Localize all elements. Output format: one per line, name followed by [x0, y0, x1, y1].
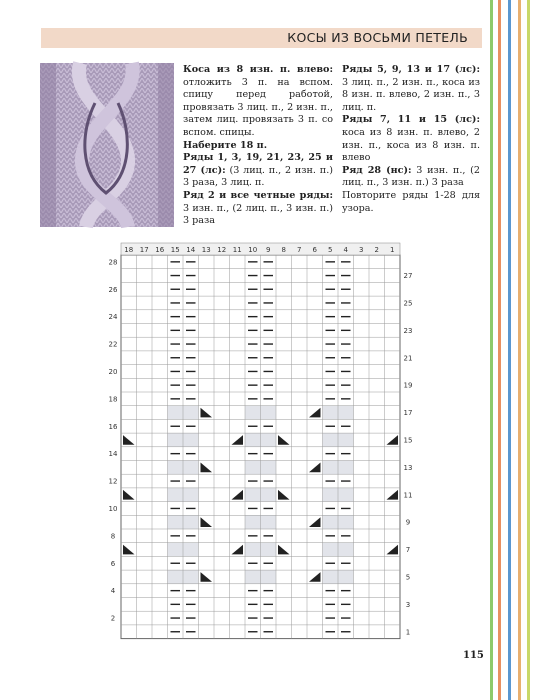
instruction-heading: Коса из 8 изн. п. влево:: [183, 64, 333, 75]
cable-left-end: [309, 408, 321, 418]
instruction-text: коса из 8 изн. п. влево, 2 изн. п., коса из 8 изн. п. влево: [342, 126, 480, 164]
column-number: 7: [297, 246, 302, 254]
instruction-heading: Ряды 5, 9, 13 и 17 (лс):: [342, 64, 480, 75]
row-number: 4: [110, 587, 116, 596]
cable-right-end: [232, 545, 244, 555]
shaded-cell: [338, 488, 354, 502]
row-number: 16: [108, 422, 118, 431]
instructions-column-2: [342, 64, 480, 215]
column-number: 6: [312, 246, 317, 254]
shaded-cell: [168, 433, 184, 447]
shaded-cell: [183, 406, 199, 420]
cable-right-end: [387, 490, 399, 500]
shaded-cell: [261, 406, 277, 420]
column-number: 9: [266, 246, 271, 254]
shaded-cell: [323, 515, 339, 529]
shaded-cell: [168, 515, 184, 529]
instruction-paragraph: [183, 140, 333, 153]
instruction-text: 3 изн. п., (2 лиц. п., 3 изн. п.) 3 раза: [183, 202, 333, 227]
instruction-paragraph: [342, 190, 480, 215]
row-number: 3: [405, 600, 411, 609]
shaded-cell: [245, 570, 261, 584]
cable-left-end: [309, 572, 321, 582]
chart-svg: [105, 243, 411, 643]
column-number: 8: [281, 246, 286, 254]
row-number: 13: [403, 463, 413, 472]
column-number: 10: [248, 246, 258, 254]
shaded-cell: [323, 543, 339, 557]
cable-right-start: [123, 490, 135, 500]
row-number: 8: [110, 532, 116, 541]
instructions-column-1: [183, 64, 333, 228]
row-number: 14: [108, 450, 118, 459]
shaded-cell: [168, 570, 184, 584]
instruction-paragraph: [342, 114, 480, 164]
column-number: 1: [390, 246, 395, 254]
row-number: 20: [108, 367, 118, 376]
row-number: 27: [403, 272, 413, 281]
shaded-cell: [183, 570, 199, 584]
row-number: 5: [405, 573, 411, 582]
instruction-text: (3 лиц. п., 2 изн. п.) 3 раза, 3 лиц. п.: [183, 164, 333, 189]
shaded-cell: [183, 488, 199, 502]
instruction-paragraph: [183, 64, 333, 140]
column-number: 3: [359, 246, 364, 254]
instruction-paragraph: [342, 165, 480, 190]
yarn-strand-tan: [518, 0, 521, 700]
column-number: 13: [201, 246, 211, 254]
shaded-cell: [261, 515, 277, 529]
shaded-cell: [323, 488, 339, 502]
row-number: 1: [405, 628, 411, 637]
cable-left-end: [309, 517, 321, 527]
instruction-paragraph: [183, 190, 333, 228]
instruction-text: 3 лиц. п., 2 изн. п., коса из 8 изн. п. влево, 2 изн. п., 3 лиц. п.: [342, 76, 480, 113]
column-number: 11: [232, 246, 242, 254]
cable-right-start: [278, 545, 290, 555]
shaded-cell: [338, 543, 354, 557]
shaded-cell: [338, 433, 354, 447]
page-number: 115: [463, 650, 484, 661]
shaded-cell: [245, 406, 261, 420]
shaded-cell: [261, 433, 277, 447]
column-number: 17: [139, 246, 149, 254]
shaded-cell: [168, 406, 184, 420]
row-number: 23: [403, 326, 413, 335]
instruction-heading: Наберите 18 п.: [183, 139, 268, 151]
shaded-cell: [245, 543, 261, 557]
cable-right-end: [387, 545, 399, 555]
column-number: 2: [374, 246, 379, 254]
shaded-cell: [168, 488, 184, 502]
row-number: 2: [110, 614, 116, 623]
shaded-cell: [168, 543, 184, 557]
instruction-text: отложить 3 п. на вспом. спицу перед работой, провязать 3 лиц. п., 2 изн. п., затем лиц. провязать 3 п. со вспом. спицы.: [183, 76, 333, 138]
column-number: 16: [155, 246, 165, 254]
knitting-chart: [105, 243, 411, 647]
row-number: 18: [108, 395, 118, 404]
shaded-cell: [183, 433, 199, 447]
shaded-cell: [245, 488, 261, 502]
shaded-cell: [183, 515, 199, 529]
row-number: 15: [403, 436, 413, 445]
cable-left-start: [201, 572, 213, 582]
shaded-cell: [183, 461, 199, 475]
yarn-strand-lime: [527, 0, 530, 700]
row-number: 24: [108, 313, 118, 322]
instruction-heading: Ряд 28 (нс):: [342, 164, 412, 176]
instruction-text: 3 изн. п., (2 лиц. п., 3 изн. п.) 3 раза: [342, 164, 480, 189]
column-number: 18: [124, 246, 134, 254]
instruction-heading: Ряд 2 и все четные ряды:: [183, 189, 333, 201]
cable-right-start: [123, 545, 135, 555]
cable-right-start: [278, 435, 290, 445]
cable-left-start: [201, 517, 213, 527]
row-number: 19: [403, 381, 413, 390]
cable-right-start: [278, 490, 290, 500]
column-number: 12: [217, 246, 227, 254]
instruction-paragraph: [183, 152, 333, 190]
row-number: 7: [405, 546, 411, 555]
row-number: 26: [108, 285, 118, 294]
yarn-strand-green: [490, 0, 493, 700]
instruction-paragraph: [342, 64, 480, 114]
column-number: 4: [343, 246, 348, 254]
column-number: 15: [170, 246, 180, 254]
shaded-cell: [183, 543, 199, 557]
row-number: 21: [403, 354, 413, 363]
shaded-cell: [338, 406, 354, 420]
cable-right-start: [123, 435, 135, 445]
cable-left-start: [201, 463, 213, 473]
row-number: 17: [403, 409, 413, 418]
instruction-heading: Ряды 7, 11 и 15 (лс):: [342, 114, 480, 126]
yarn-strand-blue: [508, 0, 511, 700]
knit-sample-photo: [40, 63, 174, 227]
shaded-cell: [245, 433, 261, 447]
shaded-cell: [245, 461, 261, 475]
row-number: 6: [110, 559, 116, 568]
row-number: 28: [108, 258, 118, 267]
yarn-strand-orange: [498, 0, 501, 700]
column-number: 5: [328, 246, 333, 254]
shaded-cell: [323, 406, 339, 420]
shaded-cell: [261, 488, 277, 502]
shaded-cell: [261, 570, 277, 584]
shaded-cell: [261, 461, 277, 475]
shaded-cell: [338, 570, 354, 584]
row-number: 25: [403, 299, 413, 308]
shaded-cell: [261, 543, 277, 557]
cable-right-end: [232, 490, 244, 500]
row-number: 11: [403, 491, 413, 500]
shaded-cell: [168, 461, 184, 475]
shaded-cell: [323, 461, 339, 475]
column-number: 14: [186, 246, 196, 254]
shaded-cell: [338, 461, 354, 475]
cable-left-end: [309, 463, 321, 473]
shaded-cell: [323, 433, 339, 447]
shaded-cell: [245, 515, 261, 529]
cable-right-end: [232, 435, 244, 445]
row-number: 12: [108, 477, 118, 486]
instruction-heading: Ряды 1, 3, 19, 21, 23, 25 и 27 (лс):: [183, 152, 333, 176]
row-number: 10: [108, 504, 118, 513]
row-number: 9: [405, 518, 411, 527]
shaded-cell: [338, 515, 354, 529]
cable-right-end: [387, 435, 399, 445]
shaded-cell: [323, 570, 339, 584]
instruction-text: Повторите ряды 1-28 для узора.: [342, 189, 480, 214]
row-number: 22: [108, 340, 118, 349]
page-title: КОСЫ ИЗ ВОСЬМИ ПЕТЕЛЬ: [287, 30, 468, 45]
cable-left-start: [201, 408, 213, 418]
